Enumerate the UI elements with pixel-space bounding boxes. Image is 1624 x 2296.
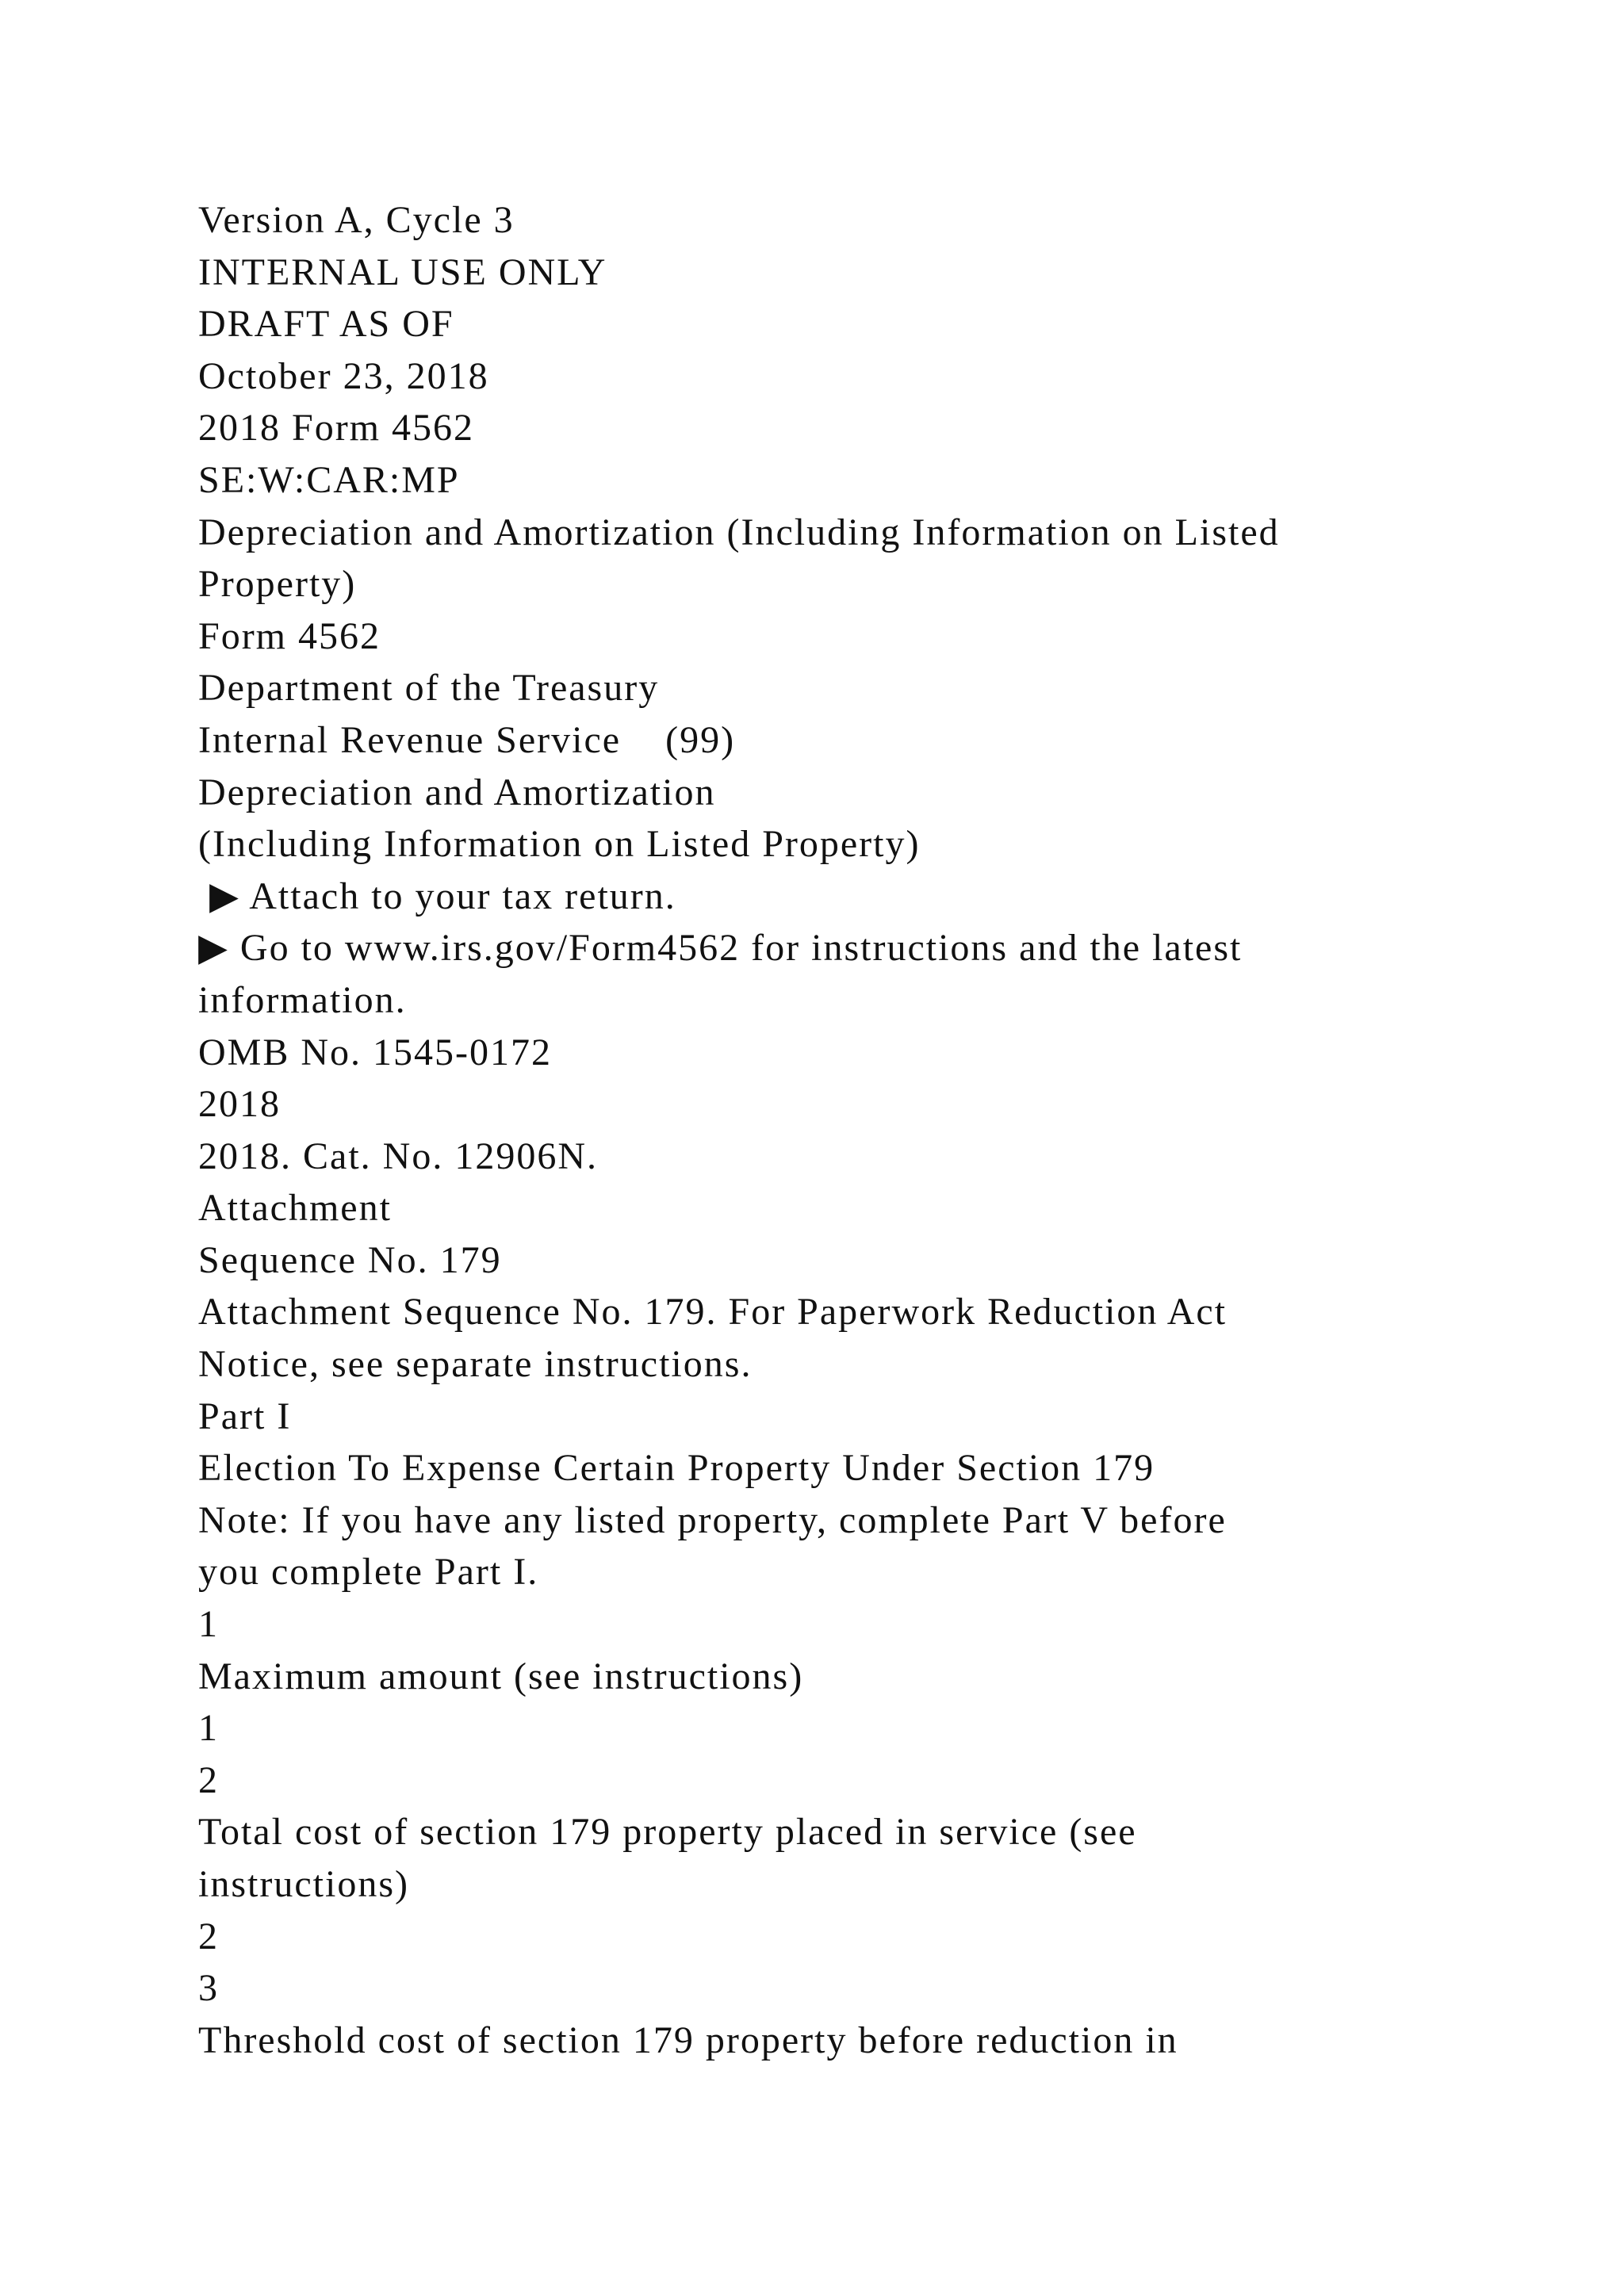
line-omb-number: OMB No. 1545-0172 bbox=[198, 1031, 553, 1073]
line-item-1-box: 1 bbox=[198, 1707, 219, 1750]
line-item-2-box: 2 bbox=[198, 1915, 219, 1957]
line-paperwork-notice: Attachment Sequence No. 179. For Paperwork Reduction Act bbox=[198, 1291, 1228, 1334]
document-text-body bbox=[198, 194, 1467, 2066]
line-sequence-number: Sequence No. 179 bbox=[198, 1238, 502, 1281]
line-item-3-text: Threshold cost of section 179 property before reduction in bbox=[198, 2019, 1178, 2061]
line-agency: Internal Revenue Service (99) bbox=[198, 718, 736, 761]
line-form-number: Form 4562 bbox=[198, 614, 381, 657]
line-attachment: Attachment bbox=[198, 1187, 392, 1230]
line-office-code: SE:W:CAR:MP bbox=[198, 458, 460, 501]
line-full-title: Depreciation and Amortization (Including Information on Listed bbox=[198, 511, 1280, 553]
line-item-2-text-cont: instructions) bbox=[198, 1863, 409, 1905]
line-note: Note: If you have any listed property, complete Part V before bbox=[198, 1498, 1227, 1541]
line-item-2-number: 2 bbox=[198, 1758, 219, 1801]
line-part-title: Election To Expense Certain Property Under Section 179 bbox=[198, 1447, 1155, 1490]
line-tax-year: 2018 bbox=[198, 1083, 281, 1126]
line-part-label: Part I bbox=[198, 1395, 292, 1437]
line-version: Version A, Cycle 3 bbox=[198, 199, 515, 241]
line-note-cont: you complete Part I. bbox=[198, 1551, 539, 1594]
line-internal-use: INTERNAL USE ONLY bbox=[198, 251, 607, 293]
line-subtitle: (Including Information on Listed Property) bbox=[198, 823, 921, 866]
line-draft-date: October 23, 2018 bbox=[198, 354, 489, 397]
line-paperwork-notice-cont: Notice, see separate instructions. bbox=[198, 1343, 753, 1386]
line-draft-as-of: DRAFT AS OF bbox=[198, 303, 454, 346]
line-form-year-title: 2018 Form 4562 bbox=[198, 407, 475, 450]
line-department: Department of the Treasury bbox=[198, 667, 660, 710]
line-title: Depreciation and Amortization bbox=[198, 771, 716, 813]
line-item-3-number: 3 bbox=[198, 1967, 219, 2010]
line-catalog-number: 2018. Cat. No. 12906N. bbox=[198, 1135, 598, 1177]
line-item-2-text: Total cost of section 179 property placed in service (see bbox=[198, 1811, 1137, 1854]
line-website-instruction: ▶ Go to www.irs.gov/Form4562 for instructions and the latest bbox=[198, 927, 1243, 970]
line-attach-instruction: ▶ Attach to your tax return. bbox=[198, 874, 676, 917]
line-item-1-text: Maximum amount (see instructions) bbox=[198, 1655, 804, 1697]
line-full-title-cont: Property) bbox=[198, 563, 357, 606]
line-website-instruction-cont: information. bbox=[198, 978, 407, 1021]
line-item-1-number: 1 bbox=[198, 1603, 219, 1646]
